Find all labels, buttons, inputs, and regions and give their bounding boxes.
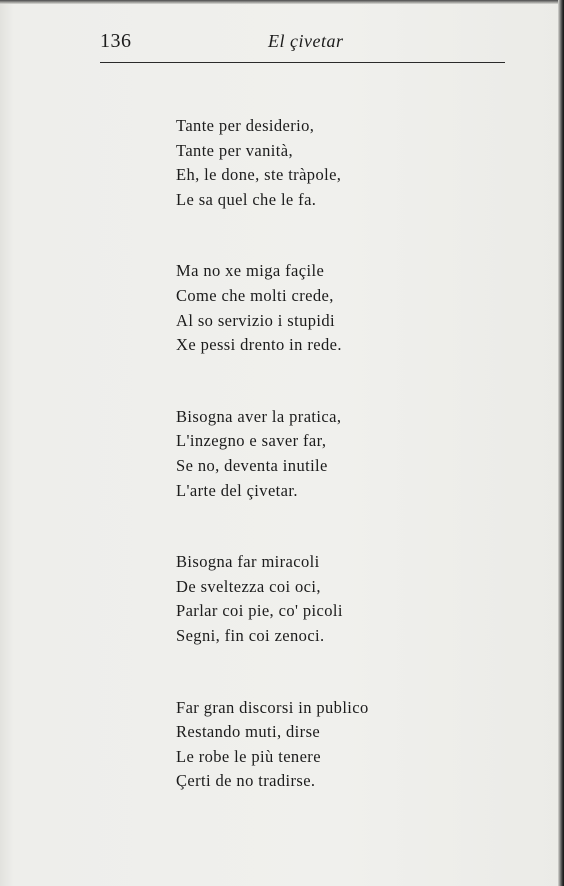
poem-line: L'inzegno e saver far, <box>176 431 327 451</box>
stanza-5 <box>176 696 369 794</box>
stanza-2 <box>176 259 369 357</box>
poem-line: Restando muti, dirse <box>176 722 321 742</box>
poem-line: Come che molti crede, <box>176 285 334 305</box>
poem-line: Al so servizio i stupidi <box>176 310 336 330</box>
poem-line: Se no, deventa inutile <box>176 455 328 475</box>
header-rule <box>100 62 505 63</box>
poem-line: Xe pessi drento in rede. <box>176 335 342 355</box>
poem-line: Ma no xe miga façile <box>176 261 325 281</box>
poem-line: Le sa quel che le fa. <box>176 189 317 209</box>
poem <box>176 114 369 841</box>
poem-line: Le robe le più tenere <box>176 746 321 766</box>
stanza-1 <box>176 114 369 212</box>
poem-line: Eh, le done, ste tràpole, <box>176 165 342 185</box>
poem-line: L'arte del çivetar. <box>176 480 298 500</box>
poem-line: Far gran discorsi in publico <box>176 697 369 717</box>
poem-line: Bisogna far miracoli <box>176 552 320 572</box>
stanza-4 <box>176 550 369 648</box>
stanza-3 <box>176 405 369 503</box>
poem-line: Parlar coi pie, co' picoli <box>176 601 343 621</box>
running-title: El çivetar <box>268 31 344 51</box>
poem-line: Tante per vanità, <box>176 140 293 160</box>
page-top-edge <box>0 0 564 4</box>
poem-line: Çerti de no tradirse. <box>176 771 316 791</box>
page-binding-edge <box>558 0 564 886</box>
poem-line: De sveltezza coi oci, <box>176 576 321 596</box>
page-number: 136 <box>100 30 132 52</box>
poem-line: Bisogna aver la pratica, <box>176 406 342 426</box>
poem-line: Segni, fin coi zenoci. <box>176 625 325 645</box>
poem-line: Tante per desiderio, <box>176 116 315 135</box>
